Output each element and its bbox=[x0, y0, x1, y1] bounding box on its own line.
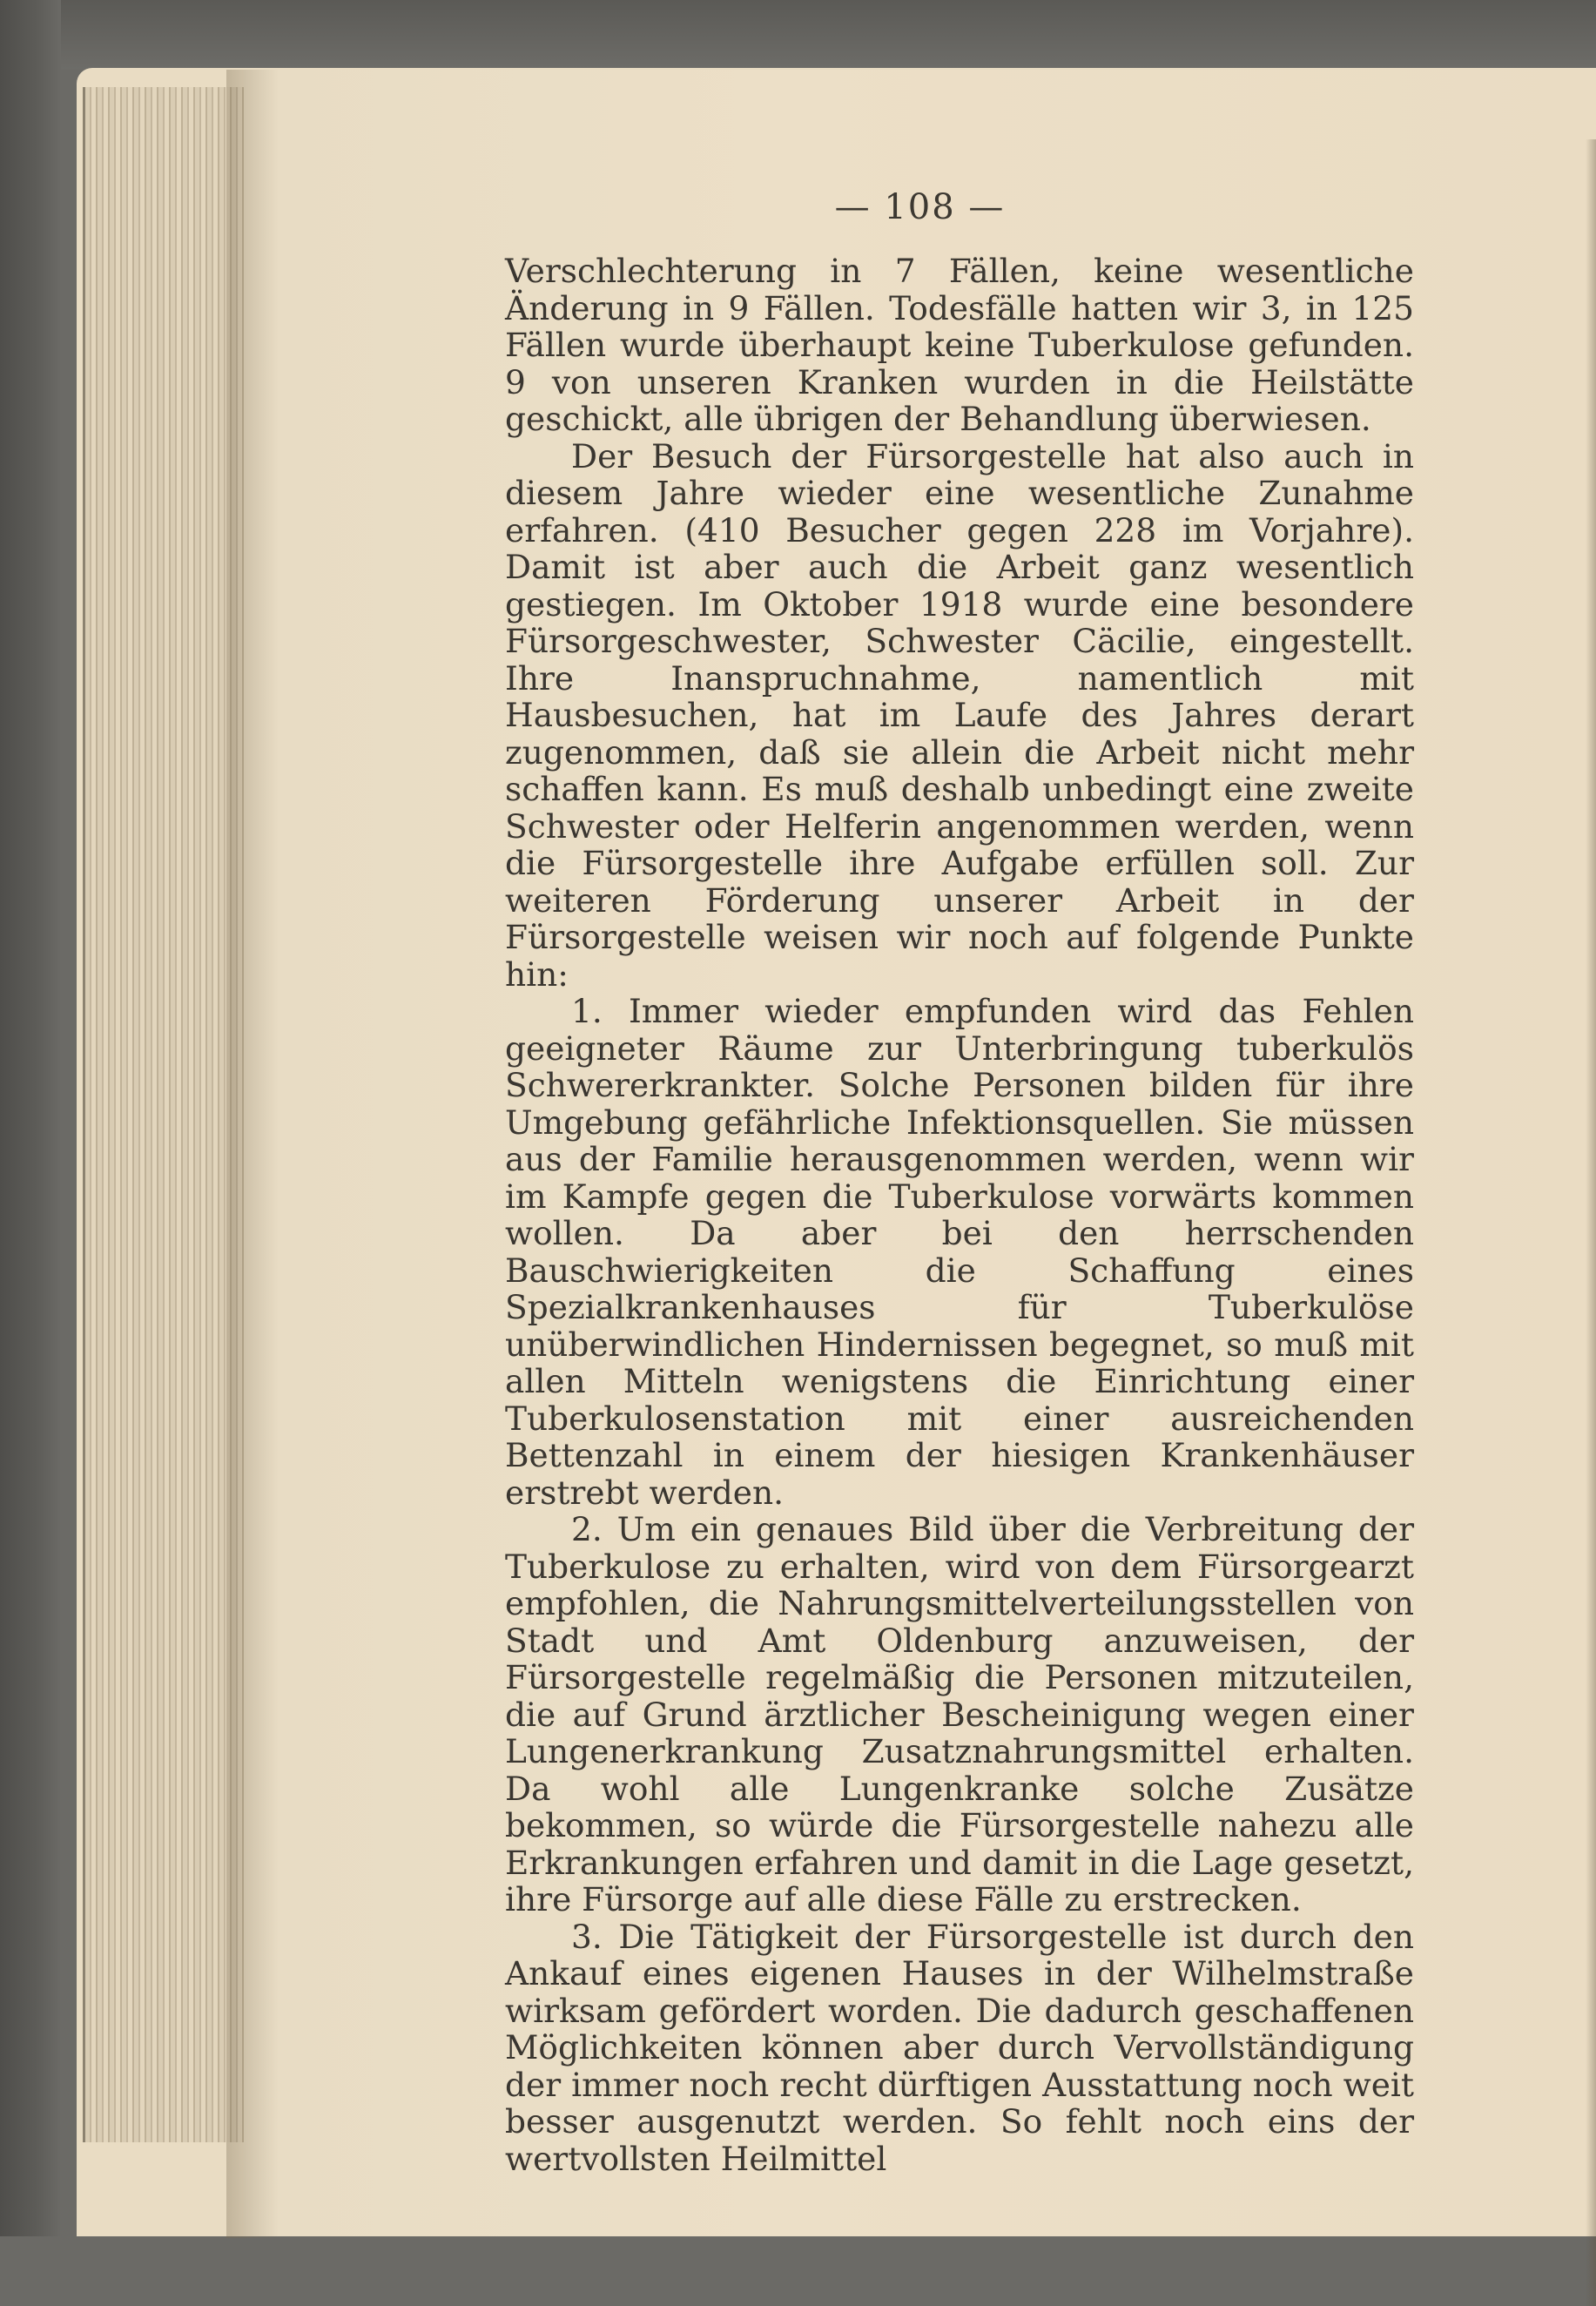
page-right-edge bbox=[1586, 139, 1596, 2306]
book-page bbox=[244, 70, 1596, 2236]
paragraph-3: 1. Immer wieder empfunden wird das Fehlen geeigneter Räume zur Unterbringung tuberkulös Schwererkrankter. Solche Personen bilden für ihre Umgebung gefährliche Infektionsquellen. Sie müssen aus der Familie herausgenommen werden, wenn wir im Kampfe gegen die Tuberkulose vorwärts kommen wollen. Da aber bei den herrschenden Bauschwierigkeiten die Schaffung eines Spezialkrankenhauses für Tuberkulöse unüberwindlichen Hindernissen begegnet, so muß mit allen Mitteln wenigstens die Einrichtung einer Tuberkulosenstation mit einer ausreichenden Bettenzahl in einem der hiesigen Krankenhäuser erstrebt werden. bbox=[505, 992, 1414, 1512]
scan-background-left bbox=[0, 0, 61, 2236]
paragraph-4: 2. Um ein genaues Bild über die Verbreitung der Tuberkulose zu erhalten, wird von dem Fürsorgearzt empfohlen, die Nahrungsmittelverteilungsstellen von Stadt und Amt Oldenburg anzuweisen, der Fürsorgestelle regelmäßig die Personen mitzuteilen, die auf Grund ärztlicher Bescheinigung wegen einer Lungenerkrankung Zusatznahrungsmittel erhalten. Da wohl alle Lungenkranke solche Zusätze bekommen, so würde die Fürsorgestelle nahezu alle Erkrankungen erfahren und damit in die Lage gesetzt, ihre Fürsorge auf alle diese Fälle zu erstrecken. bbox=[505, 1510, 1414, 1918]
paragraph-2: Der Besuch der Fürsorgestelle hat also auch in diesem Jahre wieder eine wesentliche Zunahme erfahren. (410 Besucher gegen 228 im Vorjahre). Damit ist aber auch die Arbeit ganz wesentlich gestiegen. Im Oktober 1918 wurde eine besondere Fürsorgeschwester, Schwester Cäcilie, eingestellt. Ihre Inanspruchnahme, namentlich mit Hausbesuchen, hat im Laufe des Jahres derart zugenommen, daß sie allein die Arbeit nicht mehr schaffen kann. Es muß deshalb unbedingt eine zweite Schwester oder Helferin angenommen werden, wenn die Fürsorgestelle ihre Aufgabe erfüllen soll. Zur weiteren Förderung unserer Arbeit in der Fürsorgestelle weisen wir noch auf folgende Punkte hin: bbox=[505, 436, 1414, 994]
page-number: — 108 — bbox=[834, 187, 1006, 227]
page-edges bbox=[83, 87, 246, 2142]
paragraph-5: 3. Die Tätigkeit der Fürsorgestelle ist durch den Ankauf eines eigenen Hauses in der Wilhelmstraße wirksam gefördert worden. Die dadurch geschaffenen Möglichkeiten können aber durch Vervollständigung der immer noch recht dürftigen Ausstattung noch weit besser ausgenutzt werden. So fehlt noch eins der wertvollsten Heilmittel bbox=[505, 1917, 1414, 2178]
gutter-shadow bbox=[226, 70, 279, 2238]
paragraph-1: Verschlechterung in 7 Fällen, keine wesentliche Änderung in 9 Fällen. Todesfälle hatten wir 3, in 125 Fällen wurde überhaupt keine Tuberkulose gefunden. 9 von unseren Kranken wurden in die Heilstätte geschickt, alle übrigen der Behandlung überwiesen. bbox=[505, 252, 1414, 438]
body-text bbox=[505, 253, 1414, 2177]
scan-background-top bbox=[0, 0, 1596, 70]
